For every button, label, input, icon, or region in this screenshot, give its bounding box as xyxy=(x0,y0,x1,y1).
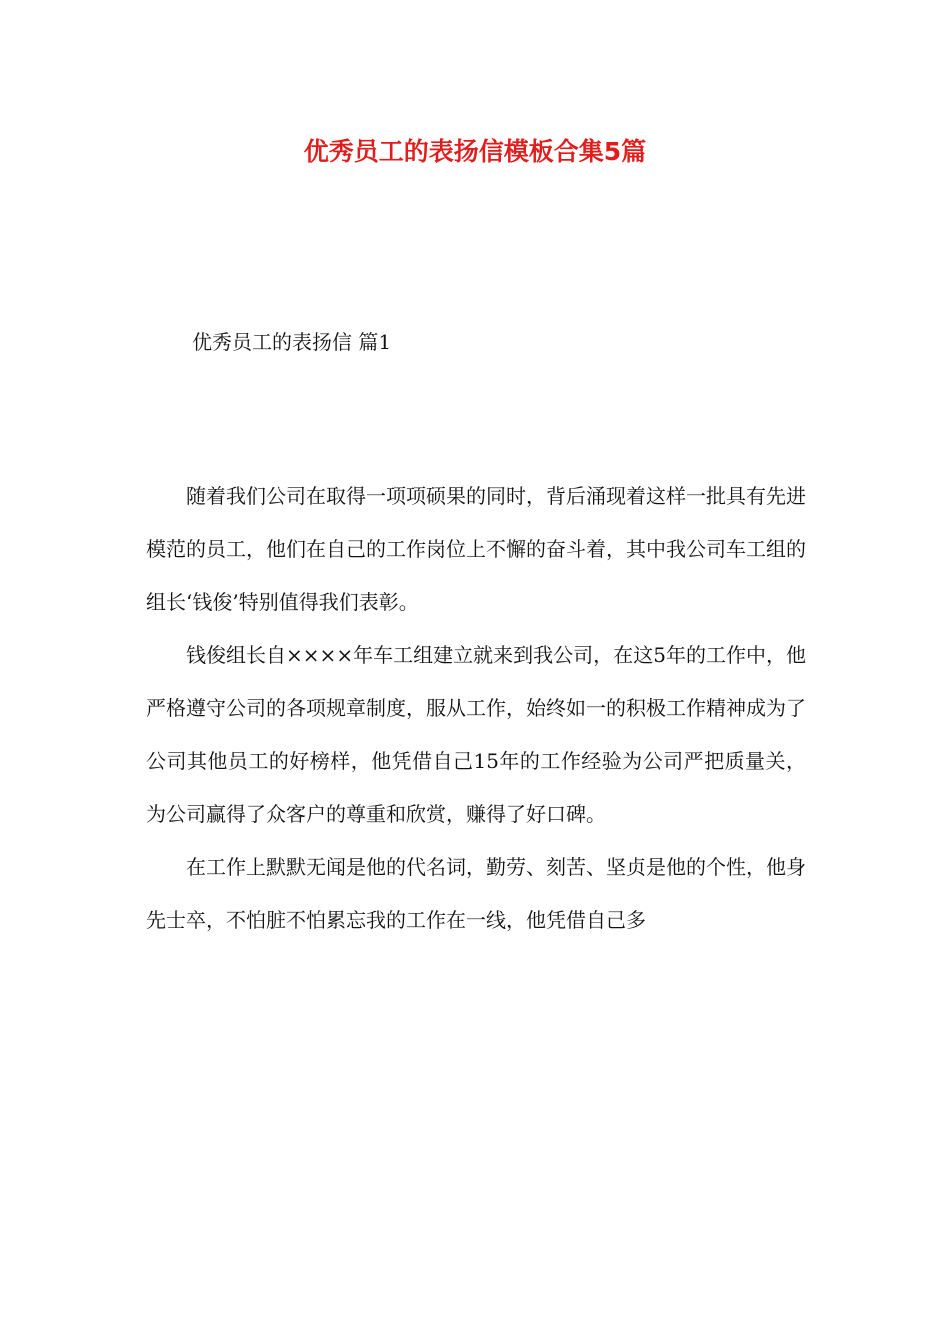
section-heading: 优秀员工的表扬信 篇1 xyxy=(192,330,392,354)
letter-body xyxy=(146,470,806,947)
paragraph-3: 在工作上默默无闻是他的代名词，勤劳、刻苦、坚贞是他的个性，他身先士卒，不怕脏不怕累忘我的工作在一线，他凭借自己多 xyxy=(146,855,806,932)
paragraph-1: 随着我们公司在取得一项项硕果的同时，背后涌现着这样一批具有先进模范的员工，他们在自己的工作岗位上不懈的奋斗着，其中我公司车工组的组长‘钱俊’特别值得我们表彰。 xyxy=(146,484,806,614)
paragraph-2: 钱俊组长自××××年车工组建立就来到我公司，在这5年的工作中，他严格遵守公司的各项规章制度，服从工作，始终如一的积极工作精神成为了公司其他员工的好榜样，他凭借自己15年的工作经验为公司严把质量关，为公司赢得了众客户的尊重和欣赏，赚得了好口碑。 xyxy=(146,643,806,826)
document-title: 优秀员工的表扬信模板合集5篇 xyxy=(303,137,647,166)
